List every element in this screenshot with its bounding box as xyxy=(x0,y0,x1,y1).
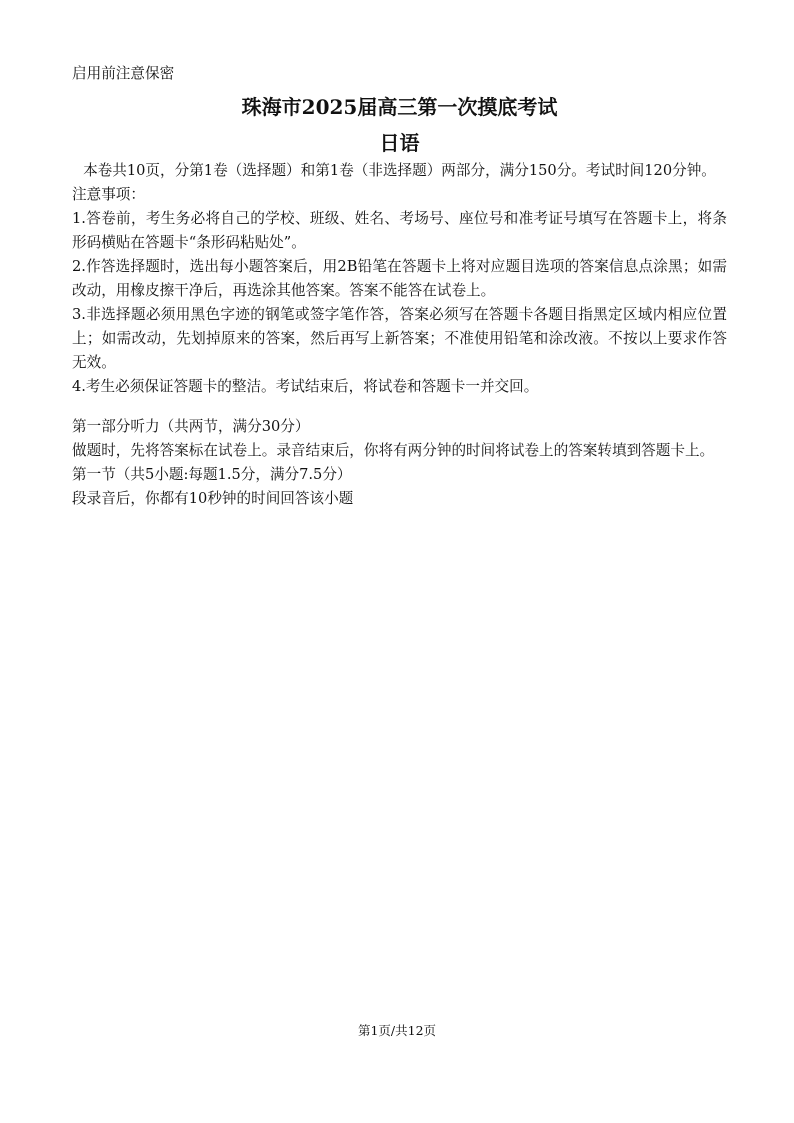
part-instruction: 做题时，先将答案标在试卷上。录音结束后，你将有两分钟的时间将试卷上的答案转填到答题卡上。 xyxy=(72,442,715,459)
notice-heading: 注意事项： xyxy=(72,186,145,203)
section-instruction: 段录音后，你都有10秒钟的时间回答该小题 xyxy=(72,490,354,507)
notice-item-4: 4.考生必须保证答题卡的整洁。考试结束后，将试卷和答题卡一并交回。 xyxy=(72,378,539,395)
page-number: 第1页/共12页 xyxy=(357,1023,437,1038)
exam-subject: 日语 xyxy=(379,131,420,155)
confidential-notice: 启用前注意保密 xyxy=(72,65,175,82)
page-content xyxy=(72,63,727,511)
notice-item-1: 1.答卷前，考生务必将自己的学校、班级、姓名、考场号、座位号和准考证号填写在答题卡上，将条形码横贴在答题卡“条形码粘贴处”。 xyxy=(72,210,727,251)
exam-intro: 本卷共10页，分第1卷（选择题）和第1卷（非选择题）两部分，满分150分。考试时间120分钟。 xyxy=(83,162,716,179)
part-heading: 第一部分听力（共两节，满分30分） xyxy=(72,418,310,435)
notice-item-3: 3.非选择题必须用黑色字迹的钢笔或签字笔作答，答案必须写在答题卡各题目指黑定区域内相应位置上；如需改动，先划掉原来的答案，然后再写上新答案；不准使用铅笔和涂改液。不按以上要求作答无效。 xyxy=(72,306,727,371)
exam-title: 珠海市2025届高三第一次摸底考试 xyxy=(241,95,558,119)
section-heading: 第一节（共5小题:每题1.5分，满分7.5分） xyxy=(72,466,352,483)
spacer xyxy=(72,399,727,415)
notice-item-2: 2.作答选择题时，选出每小题答案后，用2B铅笔在答题卡上将对应题目选项的答案信息点涂黑；如需改动，用橡皮擦干净后，再选涂其他答案。答案不能答在试卷上。 xyxy=(72,258,727,299)
